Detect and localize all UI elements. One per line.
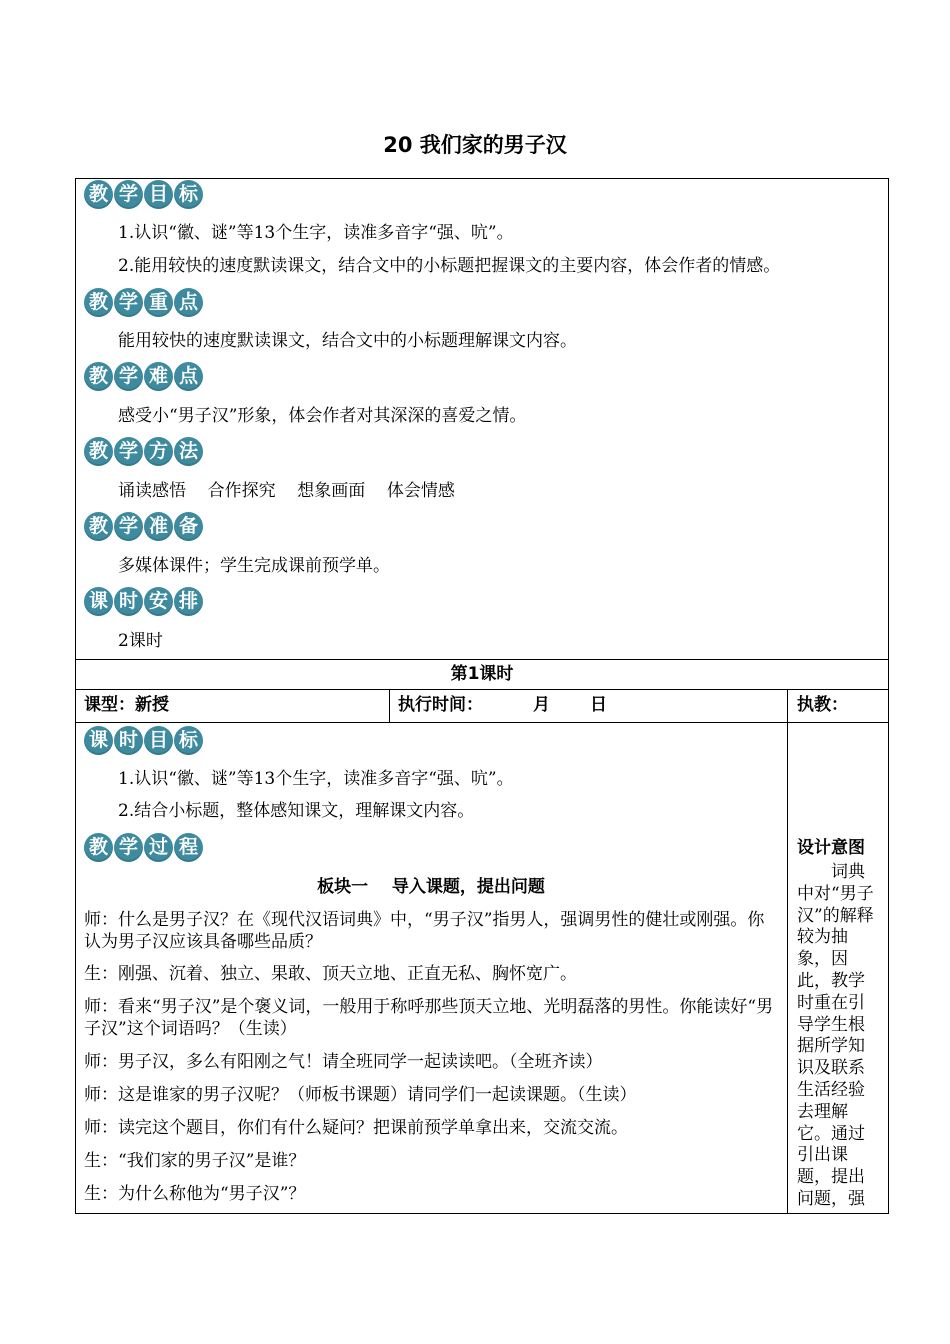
- lesson-goal-item: 2.结合小标题，整体感知课文，理解课文内容。: [118, 801, 475, 821]
- section-heading-preparation: 教 学 准 备: [84, 512, 203, 541]
- lesson-header: 第1课时: [450, 664, 514, 684]
- lesson-type: 课型：新授: [84, 695, 169, 715]
- goal-item: 1.认识“徽、谜”等13个生字，读准多音字“强、吭”。: [118, 223, 514, 243]
- section-heading-process: 教 学 过 程: [84, 833, 203, 862]
- divider: [787, 689, 788, 1214]
- difficulties-text: 感受小“男子汉”形象，体会作者对其深深的喜爱之情。: [118, 406, 527, 426]
- dialogue-line: 师：男子汉，多么有阳刚之气！请全班同学一起读读吧。（全班齐读）: [84, 1052, 603, 1072]
- methods-text: 诵读感悟 合作探究 想象画面 体会情感: [118, 481, 455, 501]
- section-heading-difficulties: 教 学 难 点: [84, 362, 203, 391]
- day-label: 日: [590, 695, 607, 715]
- execution-time-label: 执行时间：: [398, 695, 483, 715]
- section-heading-methods: 教 学 方 法: [84, 437, 203, 466]
- dialogue-line: 生：为什么称他为“男子汉”？: [84, 1184, 306, 1204]
- divider: [75, 689, 889, 690]
- goal-item: 2.能用较快的速度默读课文，结合文中的小标题把握课文的主要内容，体会作者的情感。: [118, 256, 781, 276]
- dialogue-line: 师：看来“男子汉”是个褒义词，一般用于称呼那些顶天立地、光明磊落的男性。你能读好“男子汉”这个词语吗？（生读）: [84, 997, 774, 1039]
- design-intent-heading: 设计意图: [797, 838, 865, 858]
- dialogue-line: 师：这是谁家的男子汉呢？（师板书课题）请同学们一起读课题。（生读）: [84, 1085, 637, 1105]
- page-title: 20 我们家的男子汉: [383, 133, 567, 157]
- divider: [389, 689, 390, 722]
- section-heading-key-points: 教 学 重 点: [84, 288, 203, 317]
- block-title: 板块一 导入课题，提出问题: [317, 877, 545, 897]
- design-intent-text: 词典中对“男子汉”的解释较为抽象，因此，教学时重在引导学生根据所学知识及联系生活经验去理解它。通过引出课题，提出问题，强: [797, 862, 874, 1209]
- lesson-goal-item: 1.认识“徽、谜”等13个生字，读准多音字“强、吭”。: [118, 769, 514, 789]
- dialogue-line: 师：读完这个题目，你们有什么疑问？把课前预学单拿出来，交流交流。: [84, 1118, 628, 1138]
- teacher-label: 执教：: [797, 695, 848, 715]
- month-label: 月: [533, 695, 550, 715]
- section-heading-lesson-goals: 课 时 目 标: [84, 726, 203, 755]
- preparation-text: 多媒体课件；学生完成课前预学单。: [118, 556, 390, 576]
- divider: [75, 722, 889, 723]
- section-heading-schedule: 课 时 安 排: [84, 587, 203, 616]
- dialogue-line: 生：“我们家的男子汉”是谁？: [84, 1151, 306, 1171]
- key-points-text: 能用较快的速度默读课文，结合文中的小标题理解课文内容。: [118, 331, 577, 351]
- dialogue-line: 生：刚强、沉着、独立、果敢、顶天立地、正直无私、胸怀宽广。: [84, 964, 577, 984]
- divider: [75, 659, 889, 660]
- dialogue-line: 师：什么是男子汉？在《现代汉语词典》中，“男子汉”指男人，强调男性的健壮或刚强。你认为男子汉应该具备哪些品质？: [84, 910, 765, 952]
- section-heading-teaching-goals: 教 学 目 标: [84, 180, 203, 209]
- schedule-text: 2课时: [118, 631, 163, 651]
